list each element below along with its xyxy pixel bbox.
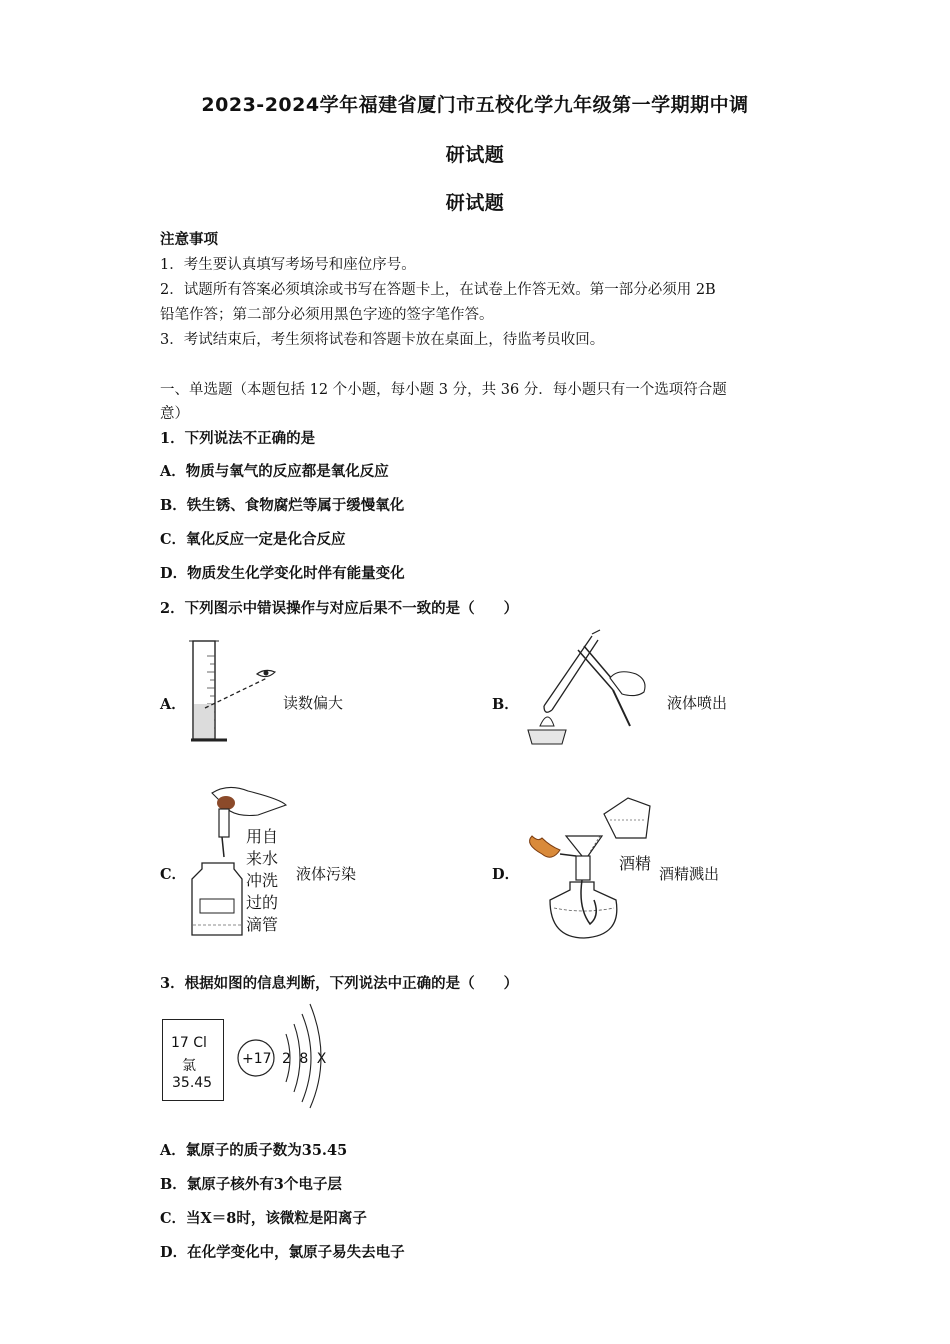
q3-option-c: C．当X＝8时，该微粒是阳离子 [160,1210,367,1227]
dropper-bottle-figure [188,785,250,939]
notice-item-2: 2．试题所有答案必须填涂或书写在答题卡上，在试卷上作答无效。第一部分必须用 2B [160,282,716,298]
atom-nucleus: +17 [242,1051,272,1067]
atom-shells: 2 8 X [282,1051,329,1067]
q2-caption-d: 酒精溅出 [659,865,720,883]
q2-stem: 2．下列图示中错误操作与对应后果不一致的是（ ） [160,600,519,617]
element-name: 氯 [182,1058,196,1074]
dropper-note-line: 过的 [246,893,279,912]
dropper-note-line: 冲洗 [246,871,279,890]
page-title-line-2: 研试题 [445,144,505,166]
q2-caption-b: 液体喷出 [667,694,728,712]
notice-item-2-cont: 铅笔作答；第二部分必须用黑色字迹的签字笔作答。 [160,307,494,323]
q1-option-c: C．氧化反应一定是化合反应 [160,531,346,548]
page-title-line-3: 研试题 [445,192,505,214]
alcohol-note: 酒精 [619,854,652,873]
q1-option-a: A．物质与氧气的反应都是氧化反应 [160,463,389,480]
graduated-cylinder-figure [185,636,285,748]
element-mass: 35.45 [172,1075,213,1091]
dropper-note-line: 用自 [246,827,279,846]
q2-label-c: C． [160,866,187,883]
q3-stem: 3．根据如图的信息判断，下列说法中正确的是（ ） [160,975,519,992]
dropper-note [246,826,278,936]
dropper-note-line: 滴管 [246,915,279,934]
q1-option-b: B．铁生锈、食物腐烂等属于缓慢氧化 [160,497,405,514]
element-number-symbol: 17 Cl [171,1035,207,1051]
q2-label-d: D． [492,866,520,883]
q1-option-d: D．物质发生化学变化时伴有能量变化 [160,565,405,582]
page-title-line-1: 2023-2024学年福建省厦门市五校化学九年级第一学期期中调 [201,94,749,116]
notice-item-1: 1．考生要认真填写考场号和座位序号。 [160,257,416,273]
dropper-note-line: 来水 [246,849,279,868]
q3-option-d: D．在化学变化中，氯原子易失去电子 [160,1244,405,1261]
notice-heading: 注意事项 [160,231,218,248]
notice-item-3: 3．考试结束后，考生须将试卷和答题卡放在桌面上，待监考员收回。 [160,332,605,348]
q2-label-a: A． [160,696,186,713]
q1-stem: 1．下列说法不正确的是 [160,430,316,447]
q2-caption-c: 液体污染 [296,865,357,883]
q2-label-b: B． [492,696,519,713]
section-heading-line-1: 一、单选题（本题包括 12 个小题，每小题 3 分，共 36 分．每小题只有一个选项符合题 [160,382,727,398]
q3-option-a: A．氯原子的质子数为35.45 [160,1142,348,1159]
q3-option-b: B．氯原子核外有3个电子层 [160,1176,342,1193]
q2-caption-a: 读数偏大 [283,694,344,712]
section-heading-line-2: 意） [160,406,189,422]
heating-test-tube-figure [518,628,668,750]
